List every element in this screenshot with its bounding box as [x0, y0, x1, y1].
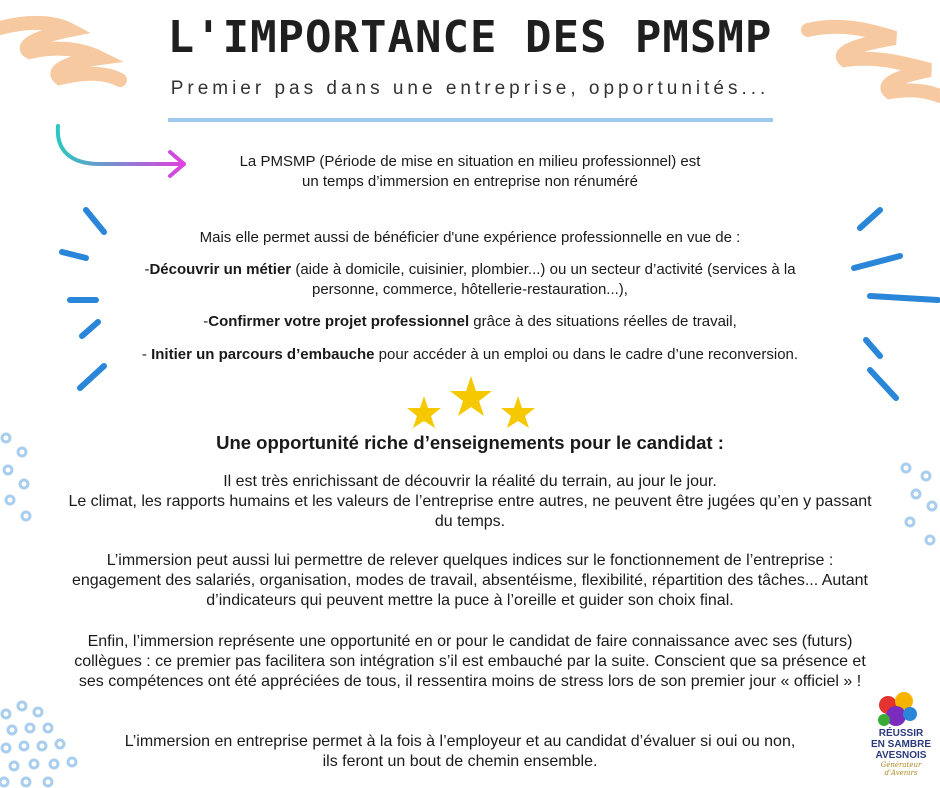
page-subtitle: Premier pas dans une entreprise, opportunités... [170, 78, 770, 99]
paragraph-1: Il est très enrichissant de découvrir la réalité du terrain, au jour le jour. Le climat, les rapports humains et les valeurs de l’entreprise entre autres, ne peuvent être jugées qu’en y passant du temps. [68, 473, 872, 530]
page-title: L'IMPORTANCE DES PMSMP [167, 12, 773, 63]
paragraph-2: L’immersion peut aussi lui permettre de relever quelques indices sur le fonctionnement de l’entreprise : engagement des salariés, organisation, modes de travail, absentéisme, flexibilité, répartition des tâches... Autant d’indicateurs qui peuvent mettre la puce à l’oreille et guider son choix final. [71, 552, 868, 609]
benefit-keyword: Initier un parcours d’embauche [151, 346, 375, 363]
brand-logo: RÉUSSIR EN SAMBRE AVESNOIS Générateur d'Avenirs [870, 728, 931, 777]
closing-text: L’immersion en entreprise permet à la fois à l’employeur et au candidat d’évaluer si oui ou non, ils feront un bout de chemin ensemble. [124, 733, 796, 770]
benefit-item-3: - Initier un parcours d’embauche pour accéder à un emploi ou dans le cadre d’une reconversion. [141, 346, 799, 363]
benefit-keyword: Découvrir un métier [149, 261, 292, 278]
star-icon [501, 396, 535, 428]
title-divider [168, 118, 773, 122]
stars-rating [407, 376, 535, 428]
paragraph-3: Enfin, l’immersion représente une opportunité en or pour le candidat de faire connaissance avec ses (futurs) collègues : ce premier pas facilitera son intégration s’il est embauché par la suite. Conscient que sa présence et ses compétences ont été appréciées de tous, il ressentira moins de stress lors de son premier jour « officiel » ! [74, 633, 866, 690]
logo-mark-icon [878, 692, 917, 726]
intro-line: La PMSMP (Période de mise en situation en milieu professionnel) est [239, 153, 701, 170]
intro-line: un temps d’immersion en entreprise non rénuméré [302, 173, 638, 190]
star-icon [407, 396, 441, 428]
dots-bottom-left [0, 702, 76, 786]
section-heading: Une opportunité riche d’enseignements pour le candidat : [216, 432, 724, 453]
benefit-keyword: Confirmer votre projet professionnel [208, 313, 470, 330]
benefits-lead: Mais elle permet aussi de bénéficier d'une expérience professionnelle en vue de : [199, 229, 741, 246]
intro-text [160, 152, 780, 192]
benefit-item-1: -Découvrir un métier (aide à domicile, cuisinier, plombier...) ou un secteur d’activité (services à la personne, commerce, hôtellerie-restauration...), [144, 261, 796, 298]
star-icon [450, 376, 492, 416]
benefit-item-2: -Confirmer votre projet professionnel grâce à des situations réelles de travail, [203, 313, 737, 330]
